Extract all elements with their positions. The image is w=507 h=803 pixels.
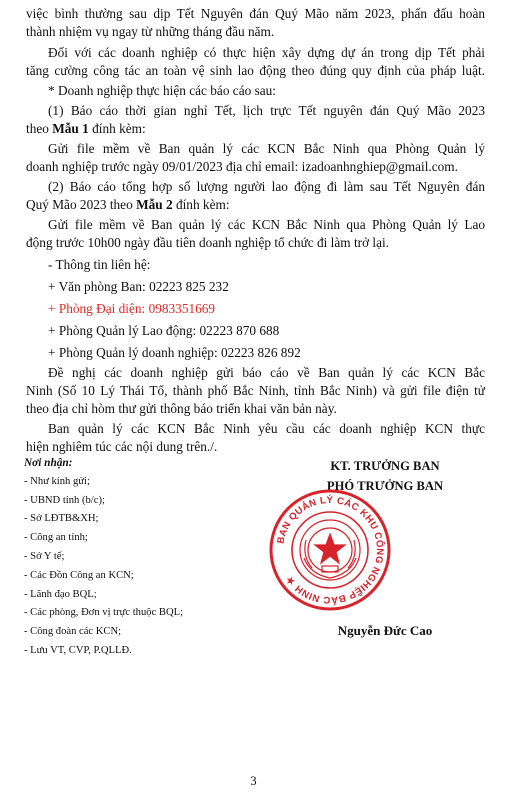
template-ref: Mẫu 2 bbox=[136, 197, 173, 212]
body-line: (2) Báo cáo tổng hợp số lượng người lao động đi làm sau Tết Nguyên đán bbox=[48, 179, 485, 194]
svg-text:BAN QUẢN LÝ CÁC KHU CÔNG NGHIỆ: BAN QUẢN LÝ CÁC KHU CÔNG NGHIỆP BẮC NINH ★ bbox=[275, 494, 386, 606]
text-run: đính kèm: bbox=[172, 197, 230, 212]
body-line bbox=[26, 121, 146, 137]
recipient-item: - Lãnh đạo BQL; bbox=[24, 588, 97, 600]
body-line: - Thông tin liên hệ: bbox=[48, 257, 151, 272]
recipient-item: - Công an tỉnh; bbox=[24, 532, 88, 544]
body-line: tăng cường công tác an toàn vệ sinh lao động theo đúng quy định của pháp luật. bbox=[26, 63, 485, 78]
body-line: động trước 10h00 ngày đầu tiên doanh nghiệp tổ chức đi làm trở lại. bbox=[26, 235, 390, 250]
official-seal-stamp bbox=[268, 488, 392, 612]
body-line: hiện nghiêm túc các nội dung trên./. bbox=[26, 439, 218, 454]
body-line: * Doanh nghiệp thực hiện các báo cáo sau: bbox=[48, 83, 277, 98]
contact-enterprise: + Phòng Quản lý doanh nghiệp: 02223 826 892 bbox=[48, 345, 301, 360]
text-run: đính kèm: bbox=[88, 121, 146, 136]
signer-title-2: PHÓ TRƯỞNG BAN bbox=[326, 479, 444, 493]
recipient-item: - Lưu VT, CVP, P.QLLĐ. bbox=[24, 644, 132, 656]
body-line: thành nhiệm vụ ngay từ những tháng đầu năm. bbox=[26, 24, 275, 39]
body-line: (1) Báo cáo thời gian nghỉ Tết, lịch trực Tết nguyên đán Quý Mão 2023 bbox=[48, 103, 485, 118]
body-line bbox=[26, 197, 230, 213]
page-number: 3 bbox=[250, 774, 257, 788]
recipient-item: - Các Đồn Công an KCN; bbox=[24, 569, 134, 581]
body-line: việc bình thường sau dịp Tết Nguyên đán Quý Mão năm 2023, phấn đấu hoàn bbox=[26, 6, 485, 21]
body-line: doanh nghiệp trước ngày 09/01/2023 địa chỉ email: izadoanhnghiep@gmail.com. bbox=[26, 159, 458, 174]
body-line: Ninh (Số 10 Lý Thái Tổ, thành phố Bắc Ninh, tỉnh Bắc Ninh) và gửi file điện tử bbox=[26, 383, 485, 398]
signer-title-1: KT. TRƯỞNG BAN bbox=[330, 459, 440, 473]
recipient-item: - Như kính gửi; bbox=[24, 475, 90, 487]
recipients-block bbox=[24, 454, 183, 661]
template-ref: Mẫu 1 bbox=[52, 121, 89, 136]
recipient-item: - Sở Y tế; bbox=[24, 550, 65, 562]
recipient-item: - Công đoàn các KCN; bbox=[24, 626, 122, 638]
body-line: Gửi file mềm về Ban quản lý các KCN Bắc Ninh qua Phòng Quản lý bbox=[48, 141, 485, 156]
recipient-item: - Sở LĐTB&XH; bbox=[24, 513, 99, 525]
body-line: Đề nghị các doanh nghiệp gửi báo cáo về Ban quản lý các KCN Bắc bbox=[48, 365, 485, 380]
contact-office: + Văn phòng Ban: 02223 825 232 bbox=[48, 279, 229, 294]
text-run: Quý Mão 2023 theo bbox=[26, 197, 137, 212]
body-line: Gửi file mềm về Ban quản lý các KCN Bắc Ninh qua Phòng Quản lý Lao bbox=[48, 217, 485, 232]
text-run: theo bbox=[26, 121, 53, 136]
body-line: theo địa chỉ hòm thư gửi thông báo triển khai văn bản này. bbox=[26, 401, 337, 416]
body-line: Đối với các doanh nghiệp có thực hiện xây dựng dự án trong dịp Tết phải bbox=[48, 45, 485, 60]
body-line: Ban quản lý các KCN Bắc Ninh yêu cầu các doanh nghiệp KCN thực bbox=[48, 421, 485, 436]
signer-name: Nguyễn Đức Cao bbox=[337, 623, 433, 638]
contact-labor: + Phòng Quản lý Lao động: 02223 870 688 bbox=[48, 323, 280, 338]
recipient-item: - UBND tỉnh (b/c); bbox=[24, 494, 105, 506]
contact-representative: + Phòng Đại diện: 0983351669 bbox=[48, 301, 216, 316]
recipients-heading: Nơi nhận: bbox=[24, 457, 73, 469]
recipient-item: - Các phòng, Đơn vị trực thuộc BQL; bbox=[24, 607, 184, 619]
